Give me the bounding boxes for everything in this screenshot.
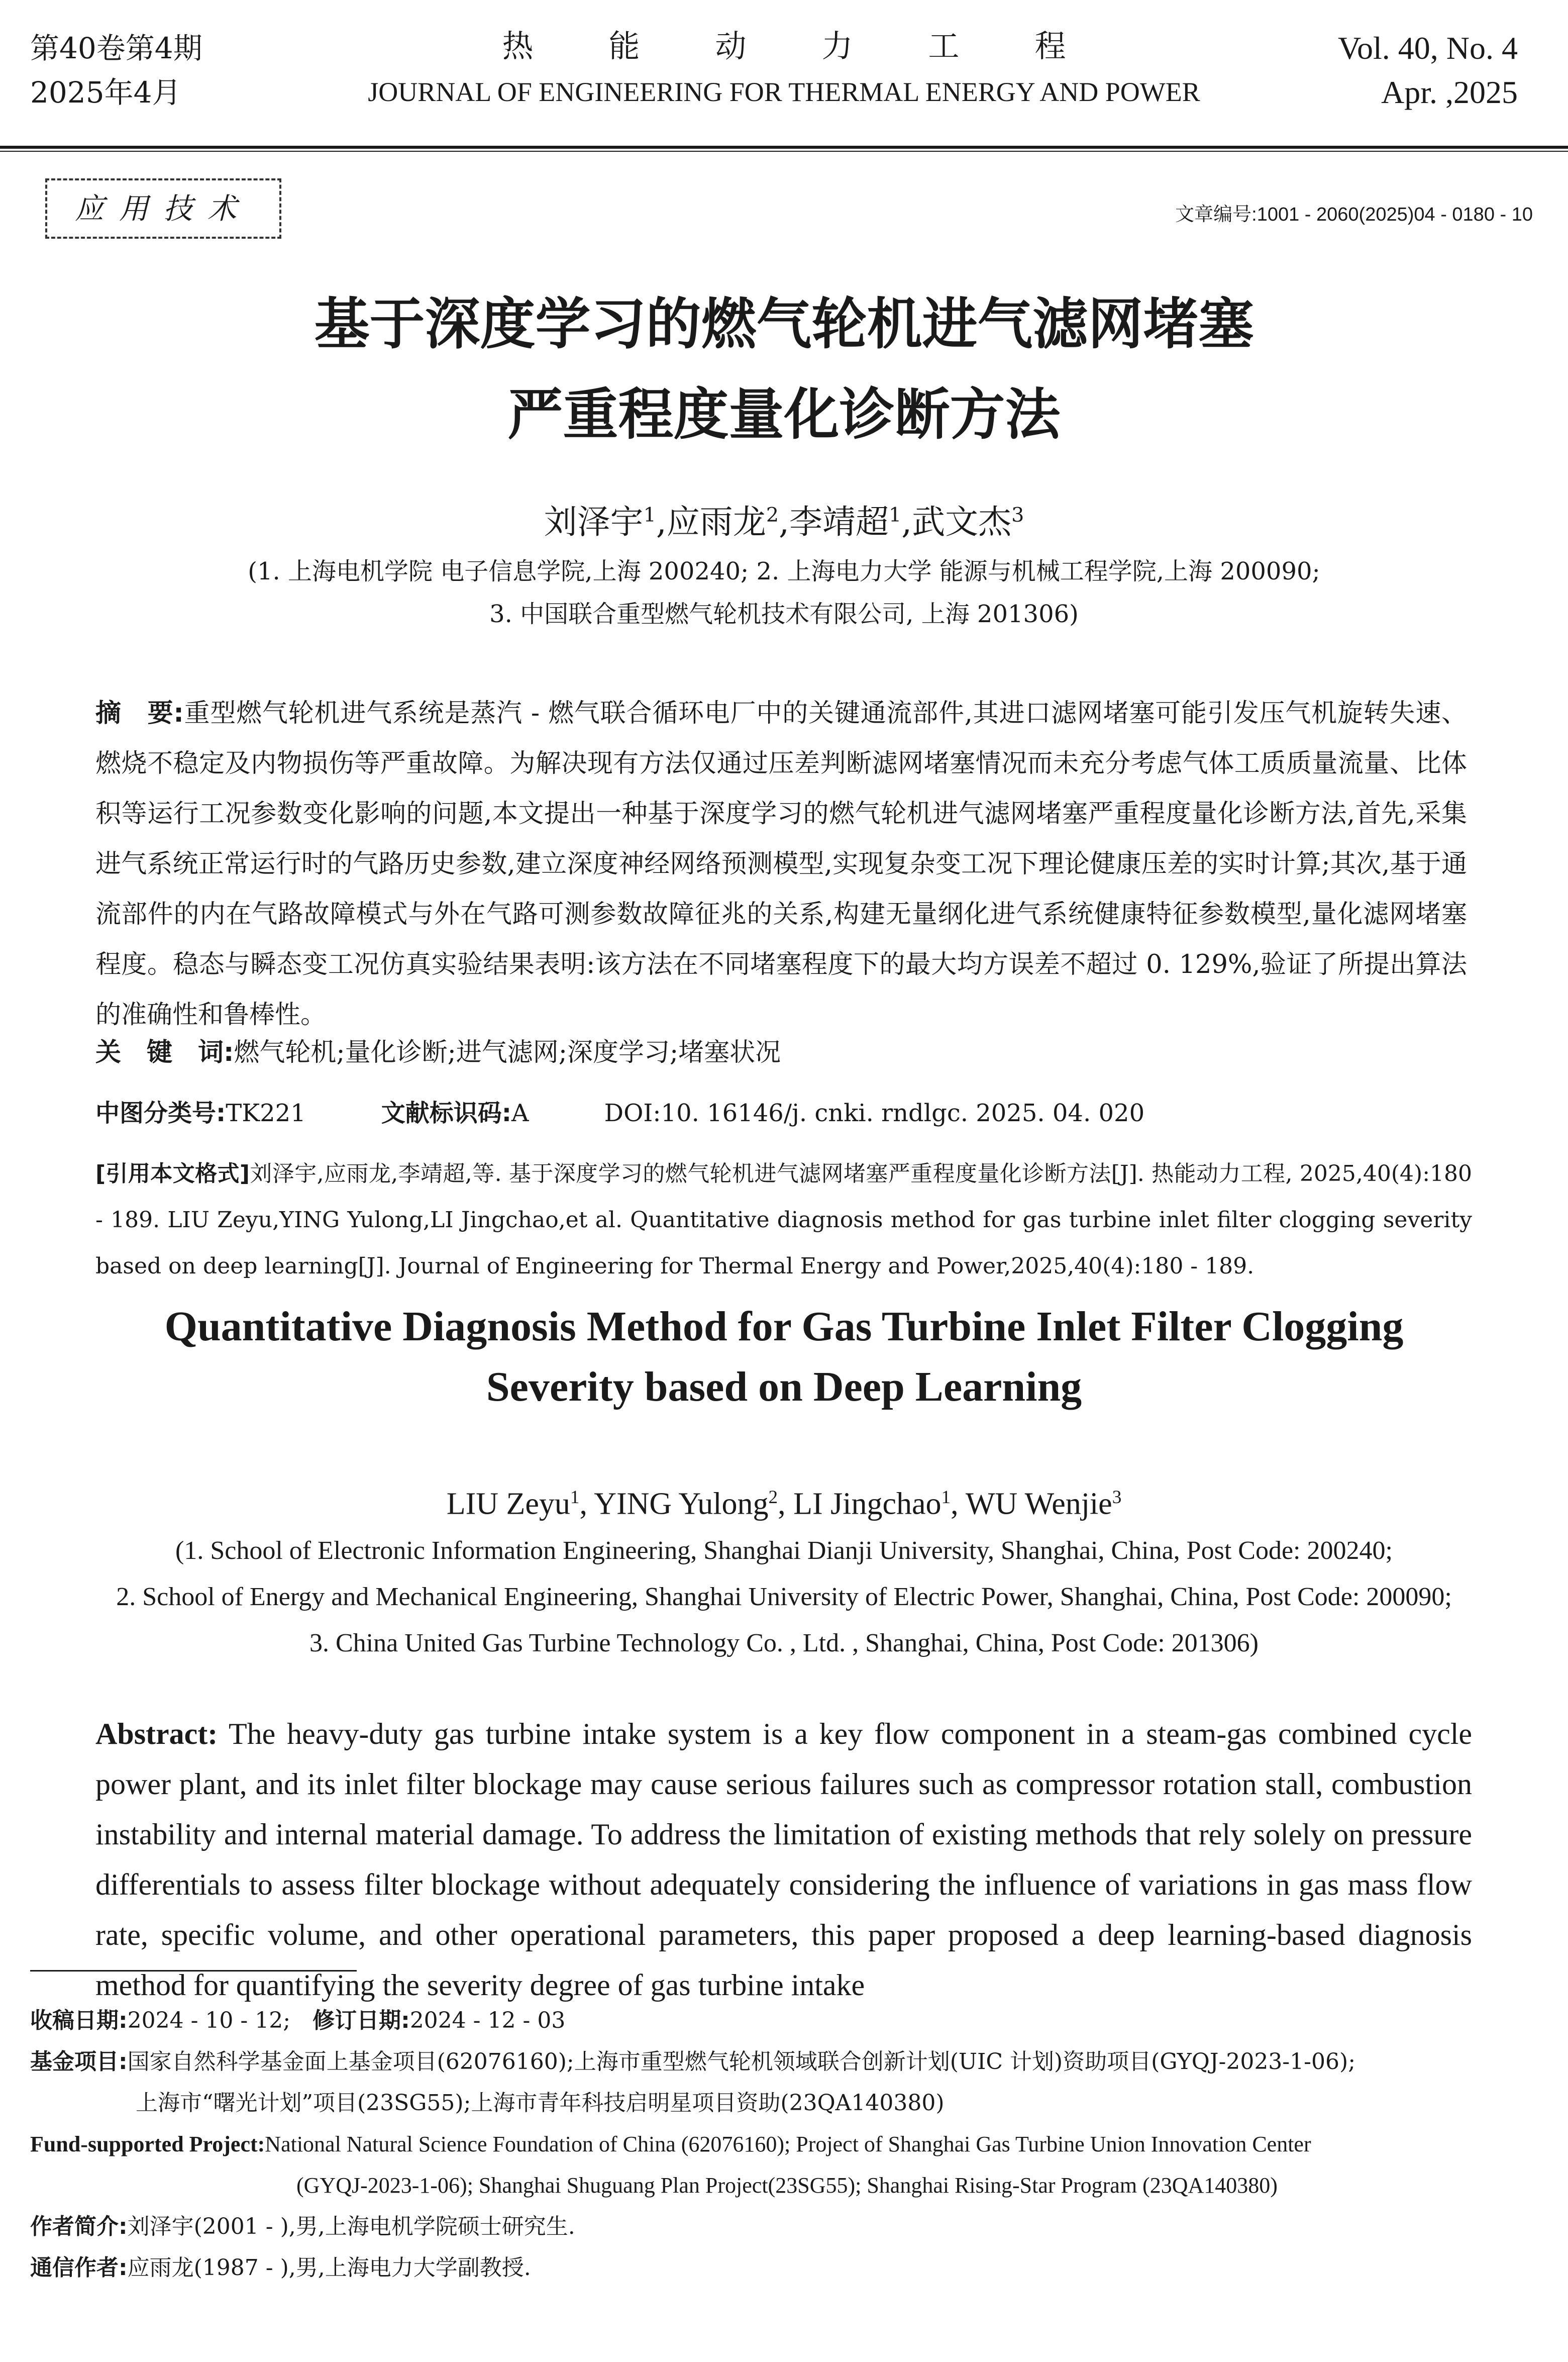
author-bio-line: [30, 2206, 1532, 2247]
clc-label: 中图分类号:: [95, 1099, 226, 1127]
received-value: 2024 - 10 - 12;: [127, 2008, 291, 2033]
abstract-cn: [95, 688, 1467, 1040]
clc-value: TK221: [226, 1099, 306, 1127]
author-en-name: WU Wenjie: [965, 1487, 1112, 1521]
authors-cn: 刘泽宇$^1$,应雨龙$^2$,李靖超$^1$,武文杰$^3$: [544, 503, 1024, 541]
fund-label: 基金项目:: [30, 2049, 128, 2075]
citation: [95, 1151, 1472, 1290]
doi-value: 10. 16146/j. cnki. rndlgc. 2025. 04. 020: [661, 1099, 1145, 1127]
section-tag: 应用技术: [45, 178, 281, 239]
author-bio-text: 刘泽宇(2001 - ),男,上海电机学院硕士研究生.: [127, 2214, 575, 2239]
footnote-rule: [30, 1970, 357, 1972]
footnotes: [30, 2000, 1532, 2289]
author-en-sup: 3: [1112, 1487, 1122, 1508]
doc-code-label: 文献标识码:: [381, 1099, 511, 1127]
corresponding-author-line: [30, 2247, 1532, 2289]
affiliations-en: [0, 1528, 1568, 1666]
dates-line: [30, 2000, 1532, 2041]
header-center: [0, 26, 1568, 110]
author-en-name: LI Jingchao: [793, 1487, 942, 1521]
fund-en-line: [30, 2124, 1532, 2165]
affiliation-cn-line: 3. 中国联合重型燃气轮机技术有限公司, 上海 201306): [489, 600, 1079, 628]
author-en-name: LIU Zeyu: [446, 1487, 570, 1521]
doc-code-value: A: [511, 1099, 529, 1127]
author-cn-name: 李靖超: [789, 503, 889, 541]
volume-en: Vol. 40, No. 4: [1338, 30, 1518, 66]
fund-line: [30, 2041, 1532, 2083]
title-cn-line2: 严重程度量化诊断方法: [507, 382, 1061, 447]
header-rule: [0, 146, 1568, 149]
abstract-en-text: The heavy-duty gas turbine intake system is a key flow component in a steam-gas combined cycle power plant, and its inlet filter blockage may cause serious failures such as compressor rotation stall, combustion instability and internal material damage. To address the limitation of existing methods that rely solely on pressure differentials to assess filter blockage without adequately considering the influence of variations in gas mass flow rate, specific volume, and other operational parameters, this paper proposed a deep learning-based diagnosis method for quantifying the severity degree of gas turbine intake: [95, 1717, 1473, 2002]
author-en-sup: 1: [570, 1487, 580, 1508]
fund-line-cont: 上海市“曙光计划”项目(23SG55);上海市青年科技启明星项目资助(23QA140380): [136, 2090, 945, 2116]
author-en-sup: 1: [941, 1487, 951, 1508]
affiliation-cn-line: (1. 上海电机学院 电子信息学院,上海 200240; 2. 上海电力大学 能源与机械工程学院,上海 200090;: [248, 557, 1320, 585]
keywords-cn-label: 关 键 词:: [95, 1038, 234, 1067]
affiliations-cn: [0, 550, 1568, 636]
classification-line: [95, 1091, 1502, 1136]
author-cn-sup: 2: [766, 504, 779, 527]
header-right: [1338, 26, 1518, 115]
author-cn-name: 应雨龙: [666, 503, 766, 541]
authors-en: LIU Zeyu$^1$, YING Yulong$^2$, LI Jingchao$^1$, WU Wenjie$^3$: [446, 1487, 1122, 1521]
author-cn-sup: 1: [643, 504, 656, 527]
article-number: 文章编号:1001 - 2060(2025)04 - 0180 - 10: [1175, 204, 1533, 225]
doi-label: DOI:: [604, 1099, 661, 1127]
citation-label: [引用本文格式]: [95, 1161, 250, 1187]
abstract-en-label: Abstract:: [95, 1717, 218, 1750]
volume-cn: 第40卷第4期: [30, 31, 202, 65]
corresponding-author-text: 应雨龙(1987 - ),男,上海电力大学副教授.: [127, 2255, 531, 2281]
fund-text: 国家自然科学基金面上基金项目(62076160);上海市重型燃气轮机领域联合创新计划(UIC 计划)资助项目(GYQJ-2023-1-06);: [127, 2049, 1356, 2075]
journal-name-cn: 热能动力工程: [502, 28, 1141, 64]
title-en: [0, 1297, 1568, 1417]
fund-en-line-cont: (GYQJ-2023-1-06); Shanghai Shuguang Plan Project(23SG55); Shanghai Rising-Star Program (23QA140380): [296, 2173, 1278, 2198]
abstract-cn-text: 重型燃气轮机进气系统是蒸汽 - 燃气联合循环电厂中的关键通流部件,其进口滤网堵塞可能引发压气机旋转失速、燃烧不稳定及内物损伤等严重故障。为解决现有方法仅通过压差判断滤网堵塞情况而未充分考虑气体工质质量流量、比体积等运行工况参数变化影响的问题,本文提出一种基于深度学习的燃气轮机进气滤网堵塞严重程度量化诊断方法,首先,采集进气系统正常运行时的气路历史参数,建立深度神经网络预测模型,实现复杂变工况下理论健康压差的实时计算;其次,基于通流部件的内在气路故障模式与外在气路可测参数故障征兆的关系,构建无量纲化进气系统健康特征参数模型,量化滤网堵塞程度。稳态与瞬态变工况仿真实验结果表明:该方法在不同堵塞程度下的最大均方误差不超过 0. 129%,验证了所提出算法的准确性和鲁棒性。: [95, 699, 1467, 1030]
affiliation-en-line: (1. School of Electronic Information Engineering, Shanghai Dianji University, Shanghai, China, Post Code: 200240;: [175, 1536, 1393, 1565]
received-label: 收稿日期:: [30, 2008, 128, 2033]
title-cn: [0, 279, 1568, 460]
fund-en-label: Fund-supported Project:: [30, 2132, 265, 2156]
header-rule-thin: [0, 151, 1568, 152]
corresponding-author-label: 通信作者:: [30, 2255, 128, 2281]
date-en: Apr. ,2025: [1381, 74, 1518, 110]
citation-text: 刘泽宇,应雨龙,李靖超,等. 基于深度学习的燃气轮机进气滤网堵塞严重程度量化诊断方法[J]. 热能动力工程, 2025,40(4):180 - 189. LIU Zeyu,YING Yulong,LI Jingchao,et al. Quantitative diagnosis method for gas turbine inlet filter clogging severity based on deep learning[J]. Journal of Engineering for Thermal Energy and Power,2025,40(4):180 - 189.: [95, 1161, 1472, 1279]
title-en-line2: Severity based on Deep Learning: [486, 1363, 1082, 1410]
author-en-name: YING Yulong: [594, 1487, 769, 1521]
author-bio-label: 作者简介:: [30, 2214, 128, 2239]
author-cn-name: 武文杰: [912, 503, 1012, 541]
keywords-cn-text: 燃气轮机;量化诊断;进气滤网;深度学习;堵塞状况: [234, 1038, 781, 1067]
keywords-cn: [95, 1030, 781, 1075]
abstract-cn-label: 摘 要:: [95, 699, 184, 728]
journal-name-en: JOURNAL OF ENGINEERING FOR THERMAL ENERGY AND POWER: [368, 77, 1200, 107]
author-cn-sup: 3: [1011, 504, 1024, 527]
revised-value: 2024 - 12 - 03: [409, 2008, 566, 2033]
date-cn: 2025年4月: [30, 75, 181, 110]
fund-en-text: National Natural Science Foundation of China (62076160); Project of Shanghai Gas Turbine Union Innovation Center: [265, 2132, 1311, 2156]
author-cn-name: 刘泽宇: [544, 503, 644, 541]
revised-label: 修订日期:: [312, 2008, 410, 2033]
author-cn-sup: 1: [888, 504, 902, 527]
abstract-en: [95, 1709, 1472, 2010]
title-en-line1: Quantitative Diagnosis Method for Gas Turbine Inlet Filter Clogging: [164, 1303, 1404, 1350]
affiliation-en-line: 2. School of Energy and Mechanical Engineering, Shanghai University of Electric Power, Shanghai, China, Post Code: 200090;: [116, 1583, 1452, 1611]
title-cn-line1: 基于深度学习的燃气轮机进气滤网堵塞: [314, 292, 1254, 356]
affiliation-en-line: 3. China United Gas Turbine Technology Co. , Ltd. , Shanghai, China, Post Code: 201306): [309, 1629, 1259, 1657]
author-en-sup: 2: [768, 1487, 778, 1508]
